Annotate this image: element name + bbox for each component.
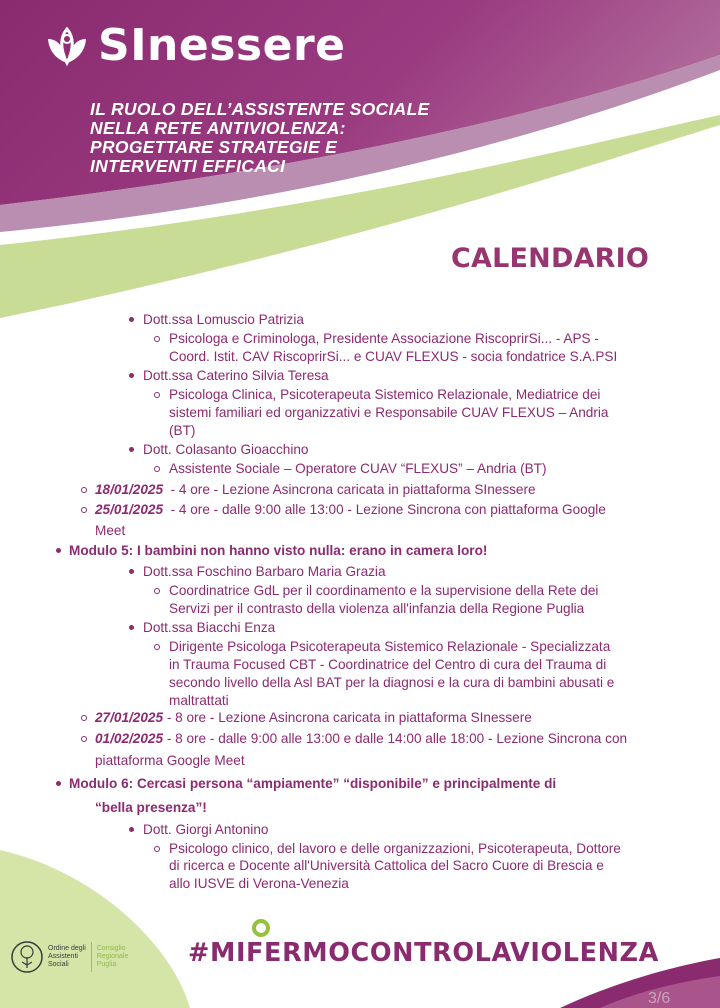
module-heading: “bella presenza”! — [95, 800, 207, 815]
course-title-line: IL RUOLO DELL’ASSISTENTE SOCIALE — [90, 99, 430, 119]
session-date: 27/01/2025 — [95, 710, 164, 725]
list-item: in Trauma Focused CBT - Coordinatrice del Centro di cura del Trauma di — [169, 657, 607, 672]
list-item: Psicologo clinico, del lavoro e delle organizzazioni, Psicoterapeuta, Dottore — [169, 841, 621, 856]
footer-background — [0, 830, 720, 1008]
circle-bullet-icon — [81, 715, 87, 721]
circle-bullet-icon — [154, 466, 160, 472]
org-region-line: Consiglio — [96, 945, 126, 952]
list-item: secondo livello della Asl BAT per la diagnosi e la cura di bambini abusati e — [169, 675, 615, 690]
list-item: Coordinatrice GdL per il coordinamento e la supervisione della Rete dei — [169, 583, 599, 598]
list-item: Servizi per il contrasto della violenza all'infanzia della Regione Puglia — [169, 601, 585, 616]
list-item: Dott.ssa Biacchi Enza — [143, 620, 276, 635]
list-item: allo IUSVE di Verona-Venezia — [169, 876, 349, 891]
org-logo — [10, 940, 128, 974]
hashtag: #MIFERMOCONTROLAVIOLENZA — [188, 938, 659, 968]
list-item: Psicologa Clinica, Psicoterapeuta Sistemico Relazionale, Mediatrice dei — [169, 387, 601, 402]
disc-bullet-icon — [129, 317, 134, 322]
disc-bullet-icon — [56, 548, 61, 553]
list-item: piattaforma Google Meet — [95, 753, 245, 768]
section-title: CALENDARIO — [451, 243, 650, 274]
circle-bullet-icon — [154, 392, 160, 398]
list-item: Dirigente Psicologa Psicoterapeuta Sistemico Relazionale - Specializzata — [169, 639, 611, 654]
brand-logo — [44, 20, 346, 71]
circle-bullet-icon — [154, 336, 160, 342]
list-item: Dott. Giorgi Antonino — [143, 822, 269, 837]
schedule-entry — [95, 730, 627, 748]
org-name — [48, 945, 86, 969]
list-item: maltrattati — [169, 693, 229, 708]
circle-bullet-icon — [154, 588, 160, 594]
page-number: 3/6 — [648, 990, 671, 1007]
disc-bullet-icon — [56, 781, 61, 786]
circle-bullet-icon — [154, 644, 160, 650]
list-item: Dott. Colasanto Gioacchino — [143, 442, 309, 457]
org-name-line: Assistenti — [48, 953, 78, 960]
tree-icon — [10, 940, 44, 974]
course-title-line: NELLA RETE ANTIVIOLENZA: — [90, 118, 346, 138]
brand-name: SInessere — [98, 20, 346, 71]
disc-bullet-icon — [129, 625, 134, 630]
org-region-line: Regionale — [96, 953, 129, 960]
list-item: Dott.ssa Caterino Silvia Teresa — [143, 368, 329, 383]
list-item: di ricerca e Docente all'Università Cattolica del Sacro Cuore di Brescia e — [169, 858, 604, 873]
schedule-entry — [95, 501, 606, 519]
session-date: 25/01/2025 — [95, 502, 164, 517]
course-title-line: PROGETTARE STRATEGIE E — [90, 137, 338, 157]
circle-bullet-icon — [81, 507, 87, 513]
list-item: Assistente Sociale – Operatore CUAV “FLEXUS” – Andria (BT) — [169, 461, 547, 476]
module-heading: Modulo 5: I bambini non hanno visto nulla: erano in camera loro! — [69, 543, 488, 558]
module-heading: Modulo 6: Cercasi persona “ampiamente” “disponibile” e principalmente di — [69, 776, 557, 791]
schedule-entry — [95, 481, 536, 499]
org-region-line: Puglia — [96, 961, 117, 968]
session-details: - 8 ore - dalle 9:00 alle 13:00 e dalle 14:00 alle 18:00 - Lezione Sincrona con — [163, 731, 628, 746]
list-item: Psicologa e Criminologa, Presidente Associazione RiscoprirSi... - APS - — [169, 331, 599, 346]
session-details: - 4 ore - Lezione Asincrona caricata in piattaforma SInessere — [163, 482, 536, 497]
disc-bullet-icon — [129, 569, 134, 574]
session-details: - 4 ore - dalle 9:00 alle 13:00 - Lezione Sincrona con piattaforma Google — [163, 502, 606, 517]
session-date: 18/01/2025 — [95, 482, 164, 497]
list-item: Coord. Istit. CAV RiscoprirSi... e CUAV FLEXUS - socia fondatrice S.A.PSI — [169, 349, 618, 364]
circle-bullet-icon — [81, 487, 87, 493]
circle-bullet-icon — [81, 736, 87, 742]
list-item: (BT) — [169, 423, 196, 438]
session-date: 01/02/2025 — [95, 731, 164, 746]
list-item: sistemi familiari ed organizzativi e Responsabile CUAV FLEXUS – Andria — [169, 405, 609, 420]
list-item: Meet — [95, 523, 126, 538]
org-name-line: Ordine degli — [48, 945, 86, 952]
disc-bullet-icon — [129, 373, 134, 378]
ring-icon — [252, 919, 270, 937]
course-title-line: INTERVENTI EFFICACI — [90, 156, 286, 176]
course-title — [90, 100, 510, 176]
list-item: Dott.ssa Foschino Barbaro Maria Grazia — [143, 564, 386, 579]
disc-bullet-icon — [129, 447, 134, 452]
session-details: - 8 ore - Lezione Asincrona caricata in piattaforma SInessere — [163, 710, 532, 725]
org-region — [97, 945, 129, 969]
list-item: Dott.ssa Lomuscio Patrizia — [143, 312, 304, 327]
org-name-line: Sociali — [48, 961, 69, 968]
schedule-entry — [95, 709, 532, 727]
lotus-icon — [44, 23, 90, 69]
org-divider — [91, 942, 92, 972]
